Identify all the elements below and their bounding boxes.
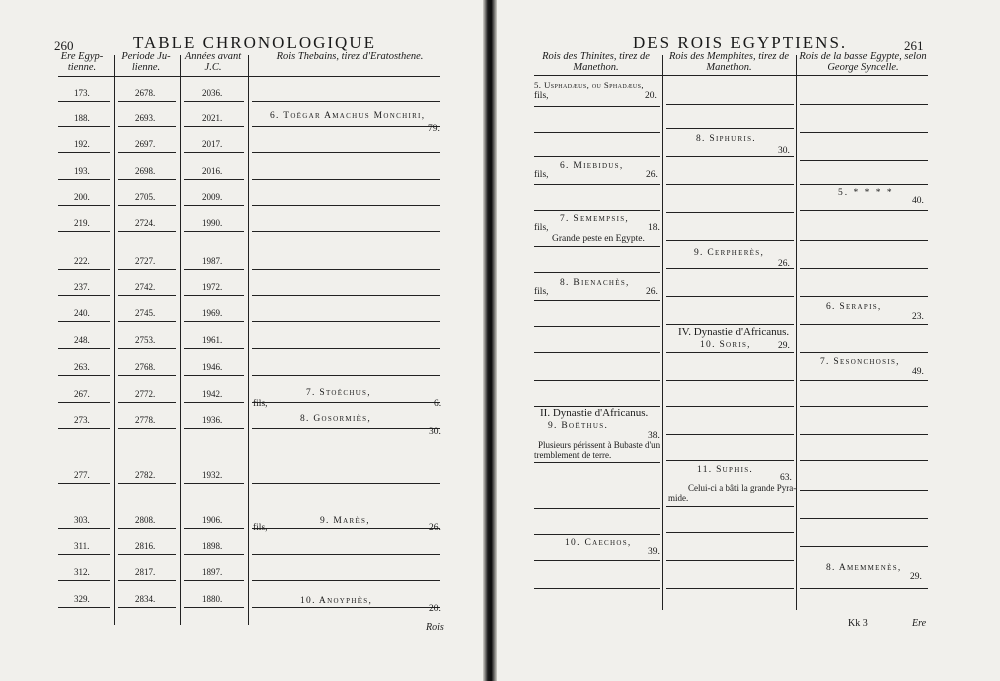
cell-annee: 2036. [202, 88, 223, 98]
row-rule [184, 295, 244, 296]
king-gosormies-years: 30. [429, 427, 441, 437]
cell-periode: 2678. [135, 88, 156, 98]
cell-periode: 2816. [135, 541, 156, 551]
cell-periode: 2727. [135, 256, 156, 266]
row-rule [184, 205, 244, 206]
row-rule [800, 490, 928, 491]
row-rule [118, 231, 176, 232]
row-rule [534, 326, 660, 327]
cell-annee: 1946. [202, 362, 223, 372]
cell-periode: 2782. [135, 470, 156, 480]
row-rule [534, 246, 660, 247]
row-rule [58, 580, 110, 581]
cell-annee: 1972. [202, 282, 223, 292]
book-gutter [483, 0, 497, 681]
cell-periode: 2742. [135, 282, 156, 292]
king-caechos: 10. Caechos, [565, 538, 632, 548]
cell-ere: 222. [74, 256, 90, 266]
king-semempsis-years: 18. [648, 223, 660, 233]
king-stoechus-years: 6. [434, 399, 442, 409]
king-soris-years: 29. [778, 341, 790, 351]
row-rule [800, 240, 928, 241]
row-rule [252, 607, 440, 608]
row-rule [252, 295, 440, 296]
cell-annee: 2016. [202, 166, 223, 176]
cell-ere: 237. [74, 282, 90, 292]
row-rule [534, 300, 660, 301]
row-rule [184, 402, 244, 403]
column-rule [114, 55, 115, 625]
row-rule [252, 101, 440, 102]
row-rule [118, 375, 176, 376]
cell-annee: 2017. [202, 139, 223, 149]
king-siphuris-years: 30. [778, 146, 790, 156]
king-suphis: 11. Suphis. [697, 465, 754, 475]
row-rule [184, 580, 244, 581]
row-rule [58, 348, 110, 349]
row-rule [800, 546, 928, 547]
cell-ere: 267. [74, 389, 90, 399]
cell-ere: 277. [74, 470, 90, 480]
row-rule [800, 210, 928, 211]
row-rule [534, 380, 660, 381]
king-unknown: 5. * * * * [838, 188, 894, 198]
cell-periode: 2768. [135, 362, 156, 372]
king-bienaches-years: 26. [646, 287, 658, 297]
cell-periode: 2698. [135, 166, 156, 176]
row-rule [184, 231, 244, 232]
row-rule [534, 184, 660, 185]
catchword-left: Rois [426, 622, 444, 633]
cell-annee: 1961. [202, 335, 223, 345]
header-periode: Periode Ju- lienne. [121, 51, 171, 73]
cell-ere: 311. [74, 541, 90, 551]
row-rule [252, 205, 440, 206]
row-rule [252, 269, 440, 270]
king-cerpheres-years: 26. [778, 259, 790, 269]
row-rule [800, 380, 928, 381]
cell-periode: 2817. [135, 567, 156, 577]
row-rule [252, 152, 440, 153]
row-rule [184, 528, 244, 529]
king-miebidus-years: 26. [646, 170, 658, 180]
dynasty-4-heading: IV. Dynastie d'Africanus. [678, 326, 790, 338]
row-rule [800, 296, 928, 297]
row-rule [252, 402, 440, 403]
cell-periode: 2724. [135, 218, 156, 228]
cell-annee: 1942. [202, 389, 223, 399]
page-number-right: 261 [904, 38, 924, 53]
row-rule [58, 269, 110, 270]
cell-annee: 1936. [202, 415, 223, 425]
row-rule [800, 104, 928, 105]
row-rule [666, 588, 794, 589]
row-rule [184, 269, 244, 270]
cell-periode: 2778. [135, 415, 156, 425]
king-suphis-note1: Celui-ci a bâti la grande Pyra- [688, 483, 797, 493]
king-bienaches: 8. Bienachès, [560, 278, 630, 288]
king-boethus-note2: tremblement de terre. [534, 450, 612, 460]
header-memphites: Rois des Memphites, tirez de Manethon. [668, 51, 790, 73]
cell-ere: 248. [74, 335, 90, 345]
row-rule [118, 205, 176, 206]
row-rule [118, 528, 176, 529]
cell-annee: 1987. [202, 256, 223, 266]
king-soris: 10. Soris, [700, 340, 751, 350]
row-rule [666, 104, 794, 105]
cell-annee: 1880. [202, 594, 223, 604]
row-rule [666, 184, 794, 185]
king-miebidus: 6. Miebidus, [560, 161, 624, 171]
row-rule [800, 588, 928, 589]
cell-ere: 263. [74, 362, 90, 372]
row-rule [118, 348, 176, 349]
king-mares: 9. Marès, [320, 516, 370, 526]
row-rule [800, 406, 928, 407]
row-rule [58, 101, 110, 102]
page-title-right: DES ROIS EGYPTIENS. [633, 33, 848, 52]
king-caechos-years: 39. [648, 547, 660, 557]
king-gosormies: 8. Gosormiès, [300, 414, 372, 424]
row-rule [666, 240, 794, 241]
row-rule [666, 352, 794, 353]
row-rule [252, 428, 440, 429]
row-rule [666, 128, 794, 129]
row-rule [666, 380, 794, 381]
cell-ere: 173. [74, 88, 90, 98]
king-sesonchosis: 7. Sesonchosis, [820, 357, 900, 367]
row-rule [58, 152, 110, 153]
cell-annee: 1969. [202, 308, 223, 318]
row-rule [252, 231, 440, 232]
row-rule [58, 402, 110, 403]
row-rule [534, 534, 660, 535]
row-rule [800, 132, 928, 133]
king-amemmenes-years: 29. [910, 572, 922, 582]
king-boethus-years: 38. [648, 431, 660, 441]
king-bienaches-fils: fils, [534, 287, 549, 297]
king-amemmenes: 8. Amemmenès, [826, 563, 902, 573]
row-rule [666, 434, 794, 435]
row-rule [534, 352, 660, 353]
row-rule [184, 375, 244, 376]
row-rule [534, 272, 660, 273]
row-rule [666, 560, 794, 561]
king-boethus-note1: Plusieurs périssent à Bubaste d'un [538, 440, 661, 450]
row-rule [252, 179, 440, 180]
king-anoyphes: 10. Anoyphès, [300, 596, 373, 606]
row-rule [252, 554, 440, 555]
row-rule [58, 295, 110, 296]
king-usphadaeus-fils: fils, [534, 91, 549, 101]
king-semempsis-fils: fils, [534, 223, 549, 233]
row-rule [666, 212, 794, 213]
header-thinites: Rois des Thinites, tirez de Manethon. [542, 51, 650, 73]
row-rule [58, 179, 110, 180]
cell-periode: 2808. [135, 515, 156, 525]
row-rule [800, 160, 928, 161]
row-rule [58, 231, 110, 232]
cell-ere: 240. [74, 308, 90, 318]
king-semempsis: 7. Semempsis, [560, 214, 630, 224]
row-rule [118, 179, 176, 180]
king-stoechus-fils: fils, [253, 399, 268, 409]
column-rule [180, 55, 181, 625]
row-rule [184, 179, 244, 180]
row-rule [800, 434, 928, 435]
row-rule [118, 321, 176, 322]
row-rule [118, 126, 176, 127]
cell-annee: 2009. [202, 192, 223, 202]
row-rule [118, 402, 176, 403]
row-rule [534, 588, 660, 589]
row-rule [184, 101, 244, 102]
column-rule [796, 55, 797, 610]
cell-ere: 188. [74, 113, 90, 123]
cell-annee: 1898. [202, 541, 223, 551]
row-rule [58, 607, 110, 608]
signature-mark: Kk 3 [848, 618, 868, 629]
row-rule [534, 106, 660, 107]
king-anoyphes-years: 20. [429, 604, 441, 614]
row-rule [58, 528, 110, 529]
row-rule [252, 375, 440, 376]
king-boethus: 9. Boëthus. [548, 421, 609, 431]
row-rule [666, 296, 794, 297]
cell-periode: 2745. [135, 308, 156, 318]
row-rule [118, 101, 176, 102]
row-rule [666, 156, 794, 157]
header-rule [58, 76, 440, 77]
cell-annee: 1906. [202, 515, 223, 525]
cell-ere: 192. [74, 139, 90, 149]
row-rule [118, 269, 176, 270]
row-rule [534, 560, 660, 561]
cell-periode: 2772. [135, 389, 156, 399]
column-rule [248, 55, 249, 625]
row-rule [800, 460, 928, 461]
king-suphis-note2: mide. [668, 493, 689, 503]
row-rule [118, 428, 176, 429]
cell-periode: 2693. [135, 113, 156, 123]
row-rule [58, 321, 110, 322]
row-rule [58, 375, 110, 376]
row-rule [666, 506, 794, 507]
row-rule [800, 352, 928, 353]
row-rule [252, 580, 440, 581]
cell-periode: 2753. [135, 335, 156, 345]
row-rule [184, 483, 244, 484]
row-rule [534, 156, 660, 157]
row-rule [534, 132, 660, 133]
row-rule [58, 483, 110, 484]
king-semempsis-note: Grande peste en Egypte. [552, 234, 645, 244]
row-rule [58, 554, 110, 555]
row-rule [252, 483, 440, 484]
row-rule [666, 460, 794, 461]
king-togar: 6. Toëgar Amachus Monchiri, [270, 111, 426, 121]
row-rule [118, 483, 176, 484]
king-miebidus-fils: fils, [534, 170, 549, 180]
header-rois-thebains: Rois Thebains, tirez d'Eratosthene. [276, 51, 424, 62]
row-rule [118, 607, 176, 608]
row-rule [800, 324, 928, 325]
page-number-left: 260 [54, 38, 74, 53]
row-rule [666, 268, 794, 269]
header-basse-egypte: Rois de la basse Egypte, selon George Syncelle. [799, 51, 927, 73]
cell-annee: 2021. [202, 113, 223, 123]
row-rule [58, 205, 110, 206]
cell-annee: 1897. [202, 567, 223, 577]
cell-ere: 312. [74, 567, 90, 577]
dynasty-2-heading: II. Dynastie d'Africanus. [540, 407, 649, 419]
column-rule [662, 55, 663, 610]
king-togar-years: 79. [428, 124, 440, 134]
cell-ere: 219. [74, 218, 90, 228]
row-rule [118, 580, 176, 581]
header-ere: Ere Egyp- tienne. [60, 51, 104, 73]
cell-annee: 1990. [202, 218, 223, 228]
row-rule [666, 532, 794, 533]
king-serapis: 6. Serapis, [826, 302, 882, 312]
cell-ere: 329. [74, 594, 90, 604]
cell-periode: 2697. [135, 139, 156, 149]
row-rule [800, 184, 928, 185]
king-siphuris: 8. Siphuris. [696, 134, 756, 144]
page-title-left: TABLE CHRONOLOGIQUE [133, 33, 376, 52]
row-rule [184, 126, 244, 127]
king-cerpheres: 9. Cerpherès, [694, 248, 765, 258]
row-rule [58, 428, 110, 429]
row-rule [252, 528, 440, 529]
king-stoechus: 7. Stoëchus, [306, 388, 371, 398]
row-rule [800, 518, 928, 519]
row-rule [252, 321, 440, 322]
header-annees: Années avant J.C. [184, 51, 242, 73]
row-rule [118, 554, 176, 555]
row-rule [252, 126, 440, 127]
king-mares-fils: fils, [253, 523, 268, 533]
king-mares-years: 26. [429, 523, 441, 533]
king-unknown-years: 40. [912, 196, 924, 206]
header-rule [534, 75, 928, 76]
row-rule [184, 321, 244, 322]
cell-periode: 2834. [135, 594, 156, 604]
cell-ere: 193. [74, 166, 90, 176]
king-usphadaeus-years: 20. [645, 91, 657, 101]
row-rule [800, 268, 928, 269]
king-serapis-years: 23. [912, 312, 924, 322]
cell-annee: 1932. [202, 470, 223, 480]
cell-ere: 273. [74, 415, 90, 425]
row-rule [184, 554, 244, 555]
row-rule [184, 428, 244, 429]
cell-ere: 200. [74, 192, 90, 202]
row-rule [184, 348, 244, 349]
row-rule [252, 348, 440, 349]
cell-periode: 2705. [135, 192, 156, 202]
catchword-right: Ere [912, 618, 927, 629]
row-rule [534, 462, 660, 463]
cell-ere: 303. [74, 515, 90, 525]
row-rule [534, 508, 660, 509]
king-usphadaeus: 5. Usphadæus, ou Sphadæus, [534, 80, 644, 90]
row-rule [666, 406, 794, 407]
row-rule [184, 152, 244, 153]
king-suphis-years: 63. [780, 473, 792, 483]
king-sesonchosis-years: 49. [912, 367, 924, 377]
row-rule [184, 607, 244, 608]
row-rule [118, 295, 176, 296]
row-rule [58, 126, 110, 127]
row-rule [118, 152, 176, 153]
row-rule [534, 210, 660, 211]
